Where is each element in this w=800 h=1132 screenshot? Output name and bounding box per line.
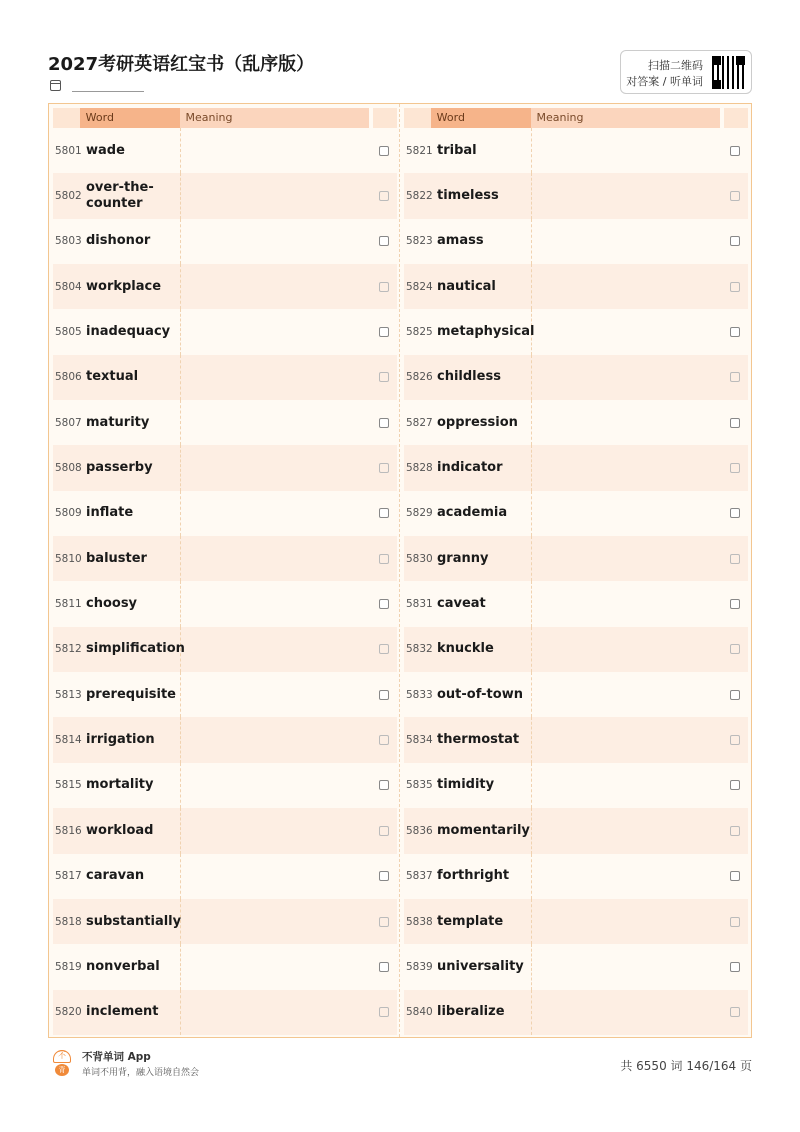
word-number: 5822 [406, 190, 433, 203]
checkbox-icon[interactable] [730, 236, 740, 246]
word-number: 5802 [55, 190, 82, 203]
checkbox-icon[interactable] [379, 599, 389, 609]
word-text: inclement [80, 990, 181, 1035]
checkbox-icon[interactable] [379, 508, 389, 518]
calendar-icon [50, 80, 61, 91]
word-text: nautical [431, 264, 532, 309]
table-row [404, 944, 748, 989]
meaning-blank[interactable] [181, 128, 373, 173]
meaning-blank[interactable] [532, 581, 724, 626]
word-text: dishonor [80, 219, 181, 264]
right-column [404, 108, 748, 1035]
meaning-blank[interactable] [532, 717, 724, 762]
checkbox-icon[interactable] [730, 780, 740, 790]
word-text: forthright [431, 854, 532, 899]
word-number: 5818 [55, 915, 82, 928]
table-row [404, 173, 748, 218]
checkbox-icon[interactable] [730, 644, 740, 654]
table-row [53, 717, 397, 762]
meaning-blank[interactable] [181, 400, 373, 445]
table-row [53, 808, 397, 853]
word-number: 5821 [406, 144, 433, 157]
table-row [404, 763, 748, 808]
word-number: 5835 [406, 779, 433, 792]
word-text: over-the-counter [80, 173, 181, 218]
meaning-blank[interactable] [181, 219, 373, 264]
word-number: 5827 [406, 416, 433, 429]
word-number: 5826 [406, 371, 433, 384]
checkbox-icon[interactable] [730, 463, 740, 473]
table-row [53, 219, 397, 264]
checkbox-icon[interactable] [730, 418, 740, 428]
meaning-blank[interactable] [532, 128, 724, 173]
checkbox-icon[interactable] [379, 282, 389, 292]
table-row [404, 445, 748, 490]
word-number: 5811 [55, 598, 82, 611]
meaning-blank[interactable] [181, 627, 373, 672]
checkbox-icon[interactable] [379, 917, 389, 927]
word-text: template [431, 899, 532, 944]
word-text: workload [80, 808, 181, 853]
meaning-blank[interactable] [181, 854, 373, 899]
word-text: irrigation [80, 717, 181, 762]
checkbox-icon[interactable] [730, 146, 740, 156]
checkbox-icon[interactable] [379, 554, 389, 564]
meaning-blank[interactable] [181, 990, 373, 1035]
word-text: mortality [80, 763, 181, 808]
checkbox-icon[interactable] [730, 372, 740, 382]
table-row [53, 264, 397, 309]
word-number: 5812 [55, 643, 82, 656]
word-number: 5823 [406, 235, 433, 248]
left-column [53, 108, 397, 1035]
table-row [53, 128, 397, 173]
word-text: childless [431, 355, 532, 400]
word-text: baluster [80, 536, 181, 581]
word-table [48, 103, 752, 1038]
word-text: textual [80, 355, 181, 400]
app-slogan: 单词不用背，融入语境自然会 [82, 1068, 200, 1078]
word-number: 5837 [406, 870, 433, 883]
checkbox-icon[interactable] [730, 690, 740, 700]
checkbox-icon[interactable] [379, 962, 389, 972]
table-row [404, 627, 748, 672]
word-number: 5804 [55, 280, 82, 293]
word-text: choosy [80, 581, 181, 626]
word-number: 5813 [55, 688, 82, 701]
word-text: oppression [431, 400, 532, 445]
table-row [404, 128, 748, 173]
word-number: 5801 [55, 144, 82, 157]
table-header [404, 108, 748, 128]
table-row [53, 445, 397, 490]
table-row [53, 309, 397, 354]
qr-panel [620, 50, 752, 94]
checkbox-icon[interactable] [730, 508, 740, 518]
table-row [53, 400, 397, 445]
word-number: 5838 [406, 915, 433, 928]
app-name: 不背单词 App [82, 1051, 151, 1063]
checkbox-icon[interactable] [730, 599, 740, 609]
word-number: 5814 [55, 734, 82, 747]
checkbox-icon[interactable] [730, 735, 740, 745]
word-number: 5809 [55, 507, 82, 520]
table-row [53, 581, 397, 626]
word-text: metaphysical [431, 309, 532, 354]
checkbox-icon[interactable] [379, 690, 389, 700]
checkbox-icon[interactable] [379, 372, 389, 382]
word-text: prerequisite [80, 672, 181, 717]
header-check-cell [724, 108, 748, 128]
word-number: 5808 [55, 462, 82, 475]
word-number: 5830 [406, 552, 433, 565]
word-number: 5833 [406, 688, 433, 701]
word-text: amass [431, 219, 532, 264]
meaning-blank[interactable] [181, 808, 373, 853]
table-row [404, 899, 748, 944]
word-text: universality [431, 944, 532, 989]
checkbox-icon[interactable] [379, 191, 389, 201]
checkbox-icon[interactable] [379, 146, 389, 156]
table-row [404, 717, 748, 762]
word-text: thermostat [431, 717, 532, 762]
table-row [53, 854, 397, 899]
meaning-blank[interactable] [181, 581, 373, 626]
word-text: inadequacy [80, 309, 181, 354]
table-row [404, 355, 748, 400]
word-text: academia [431, 491, 532, 536]
word-text: caravan [80, 854, 181, 899]
word-number: 5820 [55, 1006, 82, 1019]
meaning-blank[interactable] [532, 536, 724, 581]
date-blank [72, 91, 144, 92]
table-row [404, 309, 748, 354]
table-row [404, 264, 748, 309]
word-number: 5829 [406, 507, 433, 520]
word-text: workplace [80, 264, 181, 309]
meaning-blank[interactable] [532, 264, 724, 309]
meaning-blank[interactable] [181, 536, 373, 581]
word-text: passerby [80, 445, 181, 490]
checkbox-icon[interactable] [730, 962, 740, 972]
word-number: 5832 [406, 643, 433, 656]
meaning-blank[interactable] [181, 944, 373, 989]
checkbox-icon[interactable] [379, 327, 389, 337]
checkbox-icon[interactable] [379, 463, 389, 473]
table-row [53, 173, 397, 218]
meaning-blank[interactable] [532, 763, 724, 808]
word-number: 5815 [55, 779, 82, 792]
word-text: indicator [431, 445, 532, 490]
header-num-cell [53, 108, 80, 128]
app-logo [53, 1050, 73, 1076]
header-word: Word [80, 108, 180, 128]
meaning-blank[interactable] [532, 219, 724, 264]
qr-caption-line1: 扫描二维码 [648, 59, 703, 72]
word-number: 5840 [406, 1006, 433, 1019]
checkbox-icon[interactable] [379, 735, 389, 745]
checkbox-icon[interactable] [730, 917, 740, 927]
checkbox-icon[interactable] [379, 826, 389, 836]
meaning-blank[interactable] [181, 445, 373, 490]
word-number: 5828 [406, 462, 433, 475]
word-text: substantially [80, 899, 181, 944]
meaning-blank[interactable] [532, 899, 724, 944]
qr-caption [626, 58, 703, 90]
meaning-blank[interactable] [532, 491, 724, 536]
word-text: maturity [80, 400, 181, 445]
table-row [404, 581, 748, 626]
checkbox-icon[interactable] [730, 871, 740, 881]
checkbox-icon[interactable] [730, 327, 740, 337]
word-text: simplification [80, 627, 181, 672]
checkbox-icon[interactable] [730, 554, 740, 564]
word-number: 5806 [55, 371, 82, 384]
meaning-blank[interactable] [181, 491, 373, 536]
meaning-blank[interactable] [532, 990, 724, 1035]
table-row [53, 899, 397, 944]
table-row [404, 808, 748, 853]
table-row [53, 355, 397, 400]
meaning-blank[interactable] [532, 445, 724, 490]
checkbox-icon[interactable] [730, 191, 740, 201]
word-number: 5816 [55, 824, 82, 837]
word-text: tribal [431, 128, 532, 173]
header-word: Word [431, 108, 531, 128]
word-number: 5817 [55, 870, 82, 883]
table-row [404, 400, 748, 445]
table-header [53, 108, 397, 128]
table-row [53, 627, 397, 672]
word-text: timidity [431, 763, 532, 808]
table-row [404, 854, 748, 899]
word-text: inflate [80, 491, 181, 536]
table-row [404, 491, 748, 536]
logo-top-glyph: 不 [53, 1050, 71, 1063]
word-text: nonverbal [80, 944, 181, 989]
word-number: 5824 [406, 280, 433, 293]
word-text: out-of-town [431, 672, 532, 717]
meaning-blank[interactable] [532, 355, 724, 400]
qr-code-icon[interactable] [712, 56, 745, 89]
table-row [404, 672, 748, 717]
word-text: momentarily [431, 808, 532, 853]
word-text: wade [80, 128, 181, 173]
word-number: 5825 [406, 326, 433, 339]
word-number: 5807 [55, 416, 82, 429]
word-text: liberalize [431, 990, 532, 1035]
checkbox-icon[interactable] [730, 826, 740, 836]
checkbox-icon[interactable] [379, 871, 389, 881]
word-number: 5810 [55, 552, 82, 565]
word-number: 5805 [55, 326, 82, 339]
meaning-blank[interactable] [181, 173, 373, 218]
meaning-blank[interactable] [181, 672, 373, 717]
checkbox-icon[interactable] [730, 282, 740, 292]
meaning-blank[interactable] [181, 264, 373, 309]
word-number: 5819 [55, 960, 82, 973]
meaning-blank[interactable] [532, 944, 724, 989]
table-row [404, 536, 748, 581]
meaning-blank[interactable] [181, 309, 373, 354]
meaning-blank[interactable] [532, 808, 724, 853]
checkbox-icon[interactable] [379, 644, 389, 654]
column-divider [399, 104, 400, 1037]
meaning-blank[interactable] [532, 309, 724, 354]
meaning-blank[interactable] [532, 672, 724, 717]
meaning-blank[interactable] [532, 400, 724, 445]
word-number: 5836 [406, 824, 433, 837]
logo-bottom-glyph: 背 [55, 1064, 69, 1076]
table-row [53, 491, 397, 536]
word-text: granny [431, 536, 532, 581]
table-row [404, 219, 748, 264]
meaning-blank[interactable] [532, 854, 724, 899]
meaning-blank[interactable] [181, 717, 373, 762]
word-number: 5839 [406, 960, 433, 973]
checkbox-icon[interactable] [730, 1007, 740, 1017]
header-meaning: Meaning [531, 108, 721, 128]
page-info: 共 6550 词 146/164 页 [620, 1059, 752, 1073]
table-row [53, 672, 397, 717]
word-text: caveat [431, 581, 532, 626]
meaning-blank[interactable] [181, 763, 373, 808]
table-row [404, 990, 748, 1035]
table-row [53, 944, 397, 989]
word-number: 5831 [406, 598, 433, 611]
word-text: knuckle [431, 627, 532, 672]
checkbox-icon[interactable] [379, 780, 389, 790]
table-row [53, 990, 397, 1035]
qr-caption-line2: 对答案 / 听单词 [626, 75, 703, 88]
word-number: 5834 [406, 734, 433, 747]
meaning-blank[interactable] [181, 899, 373, 944]
header-num-cell [404, 108, 431, 128]
table-row [53, 763, 397, 808]
header-check-cell [373, 108, 397, 128]
word-text: timeless [431, 173, 532, 218]
meaning-blank[interactable] [532, 173, 724, 218]
page-title: 2027考研英语红宝书（乱序版） [48, 54, 315, 75]
meaning-blank[interactable] [532, 627, 724, 672]
checkbox-icon[interactable] [379, 418, 389, 428]
checkbox-icon[interactable] [379, 236, 389, 246]
checkbox-icon[interactable] [379, 1007, 389, 1017]
header-meaning: Meaning [180, 108, 370, 128]
meaning-blank[interactable] [181, 355, 373, 400]
word-number: 5803 [55, 235, 82, 248]
table-row [53, 536, 397, 581]
